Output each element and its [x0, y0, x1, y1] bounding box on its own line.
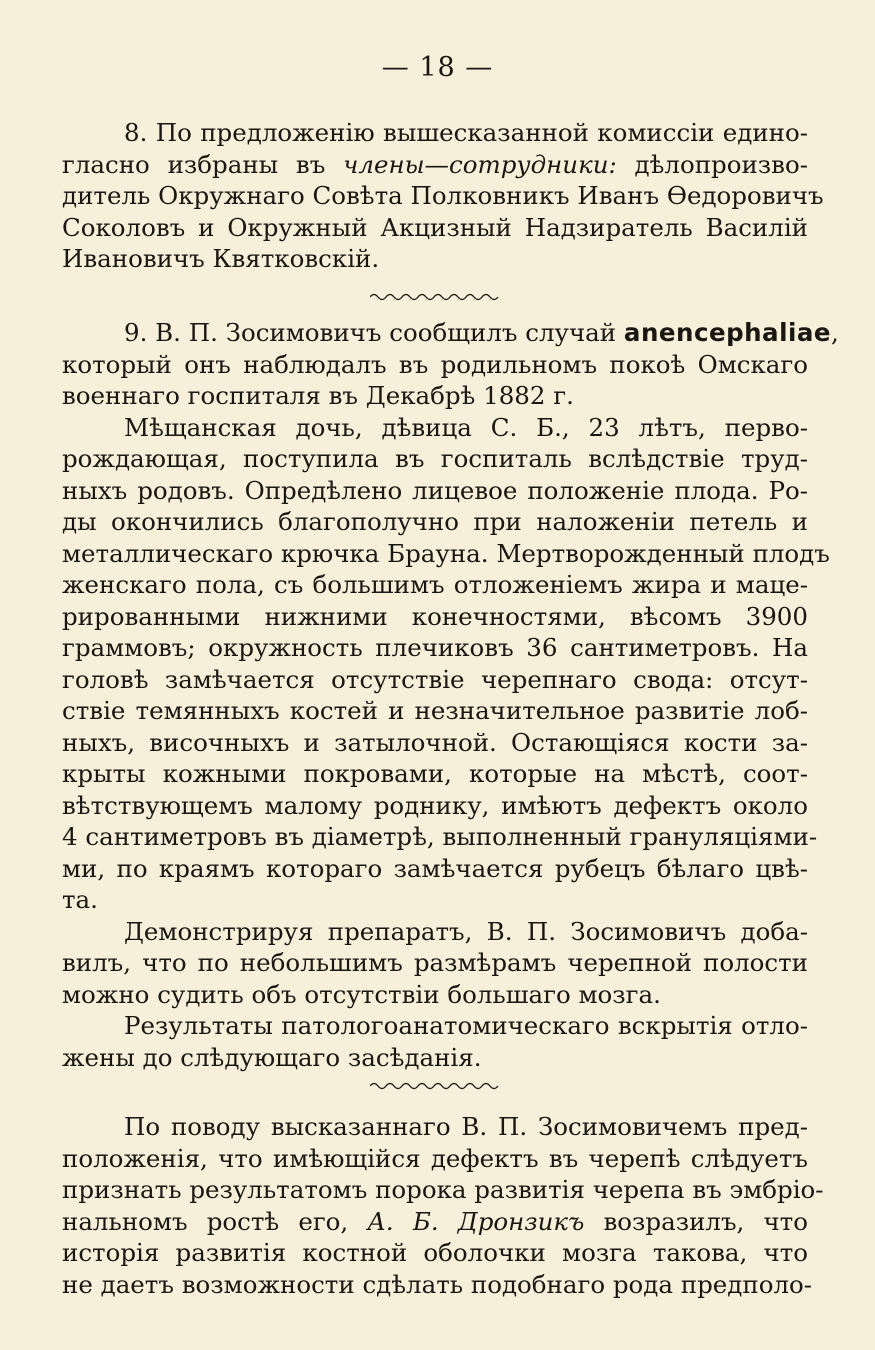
- text-line: граммовъ; окружность плечиковъ 36 сантиметровъ. На: [62, 633, 808, 662]
- paragraph-9-results: [62, 1010, 808, 1073]
- text-line: ды окончились благополучно при наложеніи петель и: [62, 507, 808, 536]
- text-line: ныхъ родовъ. Опредѣлено лицевое положеніе плода. Ро-: [62, 475, 808, 505]
- text-line: По поводу высказаннаго В. П. Зосимовичемъ пред-: [124, 1112, 808, 1141]
- paragraph-9: [62, 317, 839, 1073]
- text-line: военнаго госпиталя въ Декабрѣ 1882 г.: [62, 381, 574, 410]
- wavy-divider: [370, 292, 500, 302]
- text-line: 9. В. П. Зосимовичъ сообщилъ случай anencephaliae,: [124, 318, 839, 347]
- text-line: рождающая, поступила въ госпиталь вслѣдствіе труд-: [62, 444, 808, 473]
- text-line: дитель Окружнаго Совѣта Полковникъ Иванъ Ѳедоровичъ: [62, 181, 824, 210]
- paragraph-9-lines: [62, 317, 839, 412]
- text-line: крыты кожными покровами, которые на мѣстѣ, соот-: [62, 759, 808, 788]
- paragraph-10: [62, 1111, 824, 1300]
- paragraph-10-lines: [62, 1111, 824, 1300]
- text-line: рированными нижними конечностями, вѣсомъ 3900: [62, 601, 808, 631]
- italic-text: члены—сотрудники:: [343, 149, 617, 179]
- text-line: женскаго пола, съ большимъ отложеніемъ жира и маце-: [62, 570, 808, 599]
- paragraph-9-demonstration: [62, 916, 808, 1011]
- wavy-divider-2: [370, 1081, 500, 1091]
- text-line: та.: [62, 885, 98, 914]
- text-line: Результаты патологоанатомическаго вскрытія отло-: [124, 1011, 808, 1040]
- text-line: исторія развитія костной оболочки мозга такова, что: [62, 1238, 808, 1267]
- text-line: Мѣщанская дочь, дѣвица С. Б., 23 лѣтъ, перво-: [124, 412, 808, 442]
- paragraph-9-case: [62, 412, 830, 916]
- text-line: ми, по краямъ котораго замѣчается рубецъ бѣлаго цвѣ-: [62, 853, 808, 883]
- text-line: Соколовъ и Окружный Акцизный Надзиратель Василій: [62, 212, 808, 242]
- text-line: ствіе темянныхъ костей и незначительное развитіе лоб-: [62, 696, 808, 725]
- page-number: — 18 —: [381, 52, 494, 83]
- text-line: Ивановичъ Квятковскій.: [62, 244, 380, 273]
- text-line: вилъ, что по небольшимъ размѣрамъ черепной полости: [62, 948, 808, 977]
- text-line: нальномъ ростѣ его, А. Б. Дронзикъ возразилъ, что: [62, 1206, 808, 1236]
- paragraph-8-lines: [62, 117, 824, 275]
- text-line: признать результатомъ порока развитія черепа въ эмбріо-: [62, 1175, 824, 1204]
- text-line: гласно избраны въ члены—сотрудники: дѣлопроизво-: [62, 149, 808, 179]
- text-line: ныхъ, височныхъ и затылочной. Остающіяся кости за-: [62, 727, 808, 757]
- text-line: головѣ замѣчается отсутствіе черепнаго свода: отсут-: [62, 664, 808, 694]
- text-line: который онъ наблюдалъ въ родильномъ покоѣ Омскаго: [62, 349, 808, 379]
- text-line: не даетъ возможности сдѣлать подобнаго рода предполо-: [62, 1269, 813, 1299]
- text-line: жены до слѣдующаго засѣданія.: [62, 1042, 482, 1072]
- text-line: 8. По предложенію вышесказанной комиссіи едино-: [124, 118, 808, 147]
- latin-term: anencephaliae: [623, 318, 832, 347]
- text-line: 4 сантиметровъ въ діаметрѣ, выполненный грануляціями-: [62, 822, 818, 851]
- text-line: металлическаго крючка Брауна. Мертворожденный плодъ: [62, 538, 830, 568]
- italic-text: А. Б. Дронзикъ: [367, 1206, 585, 1236]
- paragraph-8: [62, 117, 824, 275]
- text-line: можно судить объ отсутствіи большаго мозга.: [62, 979, 661, 1009]
- text-line: Демонстрируя препаратъ, В. П. Зосимовичъ доба-: [124, 916, 808, 946]
- text-line: вѣтствующемъ малому роднику, имѣютъ дефектъ около: [62, 790, 808, 820]
- text-line: положенія, что имѣющійся дефектъ въ черепѣ слѣдуетъ: [62, 1143, 808, 1173]
